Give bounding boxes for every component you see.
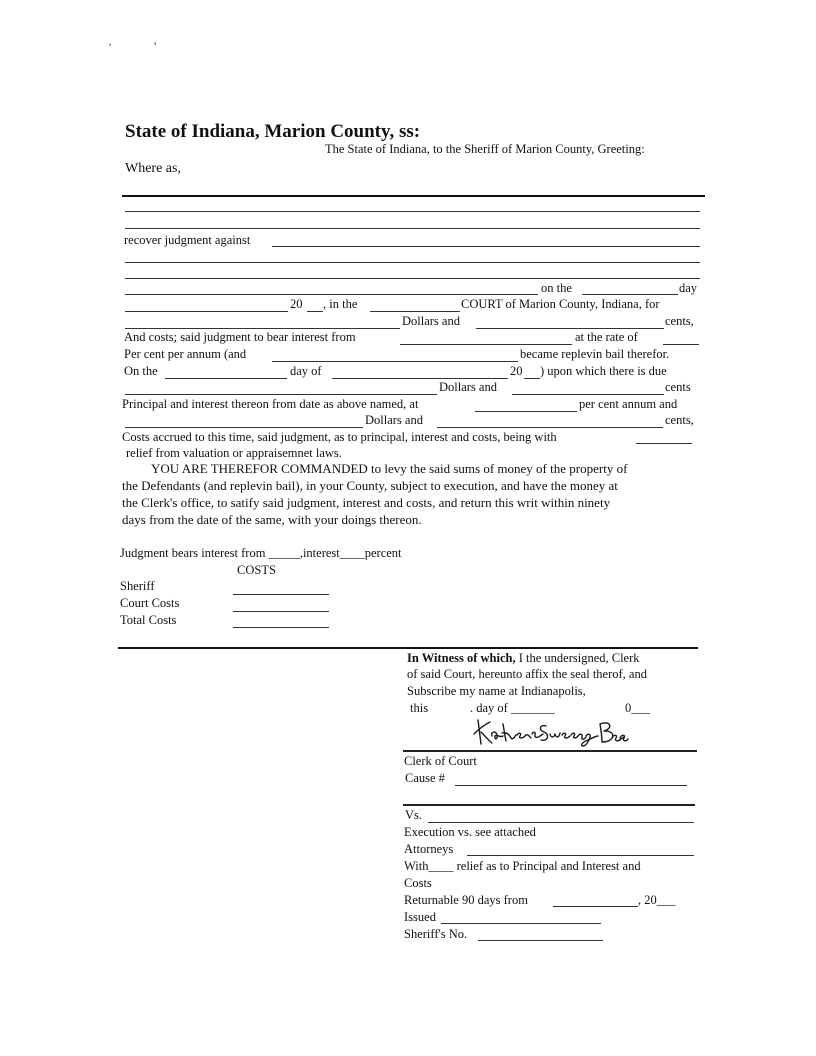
upon-due-label: ) upon which there is due [540, 364, 667, 378]
year-line[interactable] [307, 311, 323, 312]
month-line[interactable] [332, 378, 508, 379]
cents-line-1[interactable] [476, 328, 664, 329]
page-title: State of Indiana, Marion County, ss: [125, 121, 421, 142]
on-the-label-2: On the [124, 364, 158, 378]
returnable-label: Returnable 90 days from [404, 893, 528, 907]
dollars-and-label-3: Dollars and [365, 413, 423, 427]
year-prefix: 20 [290, 297, 303, 311]
whereas-line-3[interactable] [125, 228, 700, 229]
rate-line[interactable] [663, 344, 699, 345]
day-number-line[interactable] [582, 294, 678, 295]
with-relief-label: With____ relief as to Principal and Interest and [404, 859, 641, 873]
cents-label-2: cents [665, 380, 691, 394]
whereas-line-2[interactable] [125, 211, 700, 212]
per-cent-and-label: per cent annum and [579, 397, 678, 411]
commanded-line-1: YOU ARE THEREFOR COMMANDED to levy the said sums of money of the property of [151, 461, 628, 476]
attorneys-line[interactable] [467, 855, 694, 856]
on-the-label: on the [541, 281, 572, 295]
total-cost-label: Total Costs [120, 613, 177, 627]
recover-label: recover judgment against [124, 233, 251, 247]
on-the-day-line[interactable] [165, 378, 287, 379]
with-relief-line[interactable] [636, 443, 692, 444]
blank-line-b[interactable] [125, 278, 700, 279]
cents-line-2[interactable] [512, 394, 664, 395]
stray-tick: ' [154, 40, 157, 54]
dollars-line-2[interactable] [125, 394, 437, 395]
cents-label-3: cents, [665, 413, 694, 427]
day-label: day [679, 281, 698, 295]
day-of-witness: . day of _______ [470, 701, 555, 715]
returnable-line[interactable] [553, 906, 638, 907]
judgment-interest-line: Judgment bears interest from _____,interest____percent [120, 546, 402, 560]
sheriff-cost-label: Sheriff [120, 579, 155, 593]
day-of-label: day of [290, 364, 322, 378]
year-prefix-2: 20 [510, 364, 523, 378]
relief-label: relief from valuation or appraisemnet laws. [126, 446, 342, 460]
court-cost-line[interactable] [233, 611, 329, 612]
greeting: The State of Indiana, to the Sheriff of Marion County, Greeting: [325, 142, 645, 156]
issued-label: Issued [404, 910, 436, 924]
clerk-of-court-label: Clerk of Court [404, 754, 477, 768]
blank-line-a[interactable] [125, 262, 700, 263]
sheriffs-no-label: Sheriff's No. [404, 927, 468, 941]
replevin-label: became replevin bail therefor. [520, 347, 670, 361]
attorneys-label: Attorneys [404, 842, 454, 856]
vs-label: Vs. [405, 808, 423, 822]
witness-text-1: I the undersigned, Clerk [515, 651, 640, 665]
witness-line-2: of said Court, hereunto affix the seal therof, and [407, 667, 647, 681]
sheriff-cost-line[interactable] [233, 594, 329, 595]
year-witness: 0___ [625, 701, 650, 715]
in-the-label: , in the [323, 297, 358, 311]
court-name-line[interactable] [370, 311, 460, 312]
date-line[interactable] [125, 311, 288, 312]
per-annum-label: Per cent per annum (and [124, 347, 247, 361]
principal-label: Principal and interest thereon from date as above named, at [122, 397, 419, 411]
costs-heading: COSTS [237, 563, 276, 577]
costs-label: Costs [404, 876, 432, 890]
dollars-and-label-2: Dollars and [439, 380, 497, 394]
replevin-bail-line[interactable] [272, 361, 518, 362]
clerk-signature [470, 716, 630, 748]
costs-accrued-label: Costs accrued to this time, said judgment, as to principal, interest and costs, being with [122, 430, 557, 444]
docket-divider [403, 804, 695, 806]
dollars-and-label-1: Dollars and [402, 314, 460, 328]
court-cost-label: Court Costs [120, 596, 180, 610]
court-label: COURT of Marion County, Indiana, for [461, 297, 660, 311]
on-the-line-1[interactable] [125, 294, 538, 295]
total-cost-line[interactable] [233, 627, 329, 628]
dollars-line-3[interactable] [125, 427, 363, 428]
recover-line[interactable] [272, 246, 700, 247]
whereas-label: Where as, [125, 161, 181, 176]
cause-line[interactable] [455, 785, 687, 786]
witness-line-3: Subscribe my name at Indianapolis, [407, 684, 586, 698]
vs-line[interactable] [428, 822, 694, 823]
whereas-line-1[interactable] [122, 195, 705, 197]
execution-label: Execution vs. see attached [404, 825, 536, 839]
interest-from-label: And costs; said judgment to bear interest from [124, 330, 356, 344]
cents-line-3[interactable] [437, 427, 663, 428]
this-label: this [410, 701, 429, 715]
section-divider [118, 647, 698, 649]
dollars-line-1[interactable] [125, 328, 400, 329]
principal-rate-line[interactable] [475, 411, 577, 412]
commanded-line-2: the Defendants (and replevin bail), in your County, subject to execution, and have the money at [122, 478, 618, 493]
signature-line [403, 750, 697, 752]
returnable-year: , 20___ [638, 893, 676, 907]
rate-of-label: at the rate of [575, 330, 638, 344]
interest-from-line[interactable] [400, 344, 572, 345]
witness-line-1 [407, 651, 640, 665]
stray-dot: · [108, 38, 113, 52]
commanded-line-3: the Clerk's office, to satify said judgment, interest and costs, and return this writ within ninety [122, 495, 611, 510]
issued-line[interactable] [441, 923, 601, 924]
year-line-2[interactable] [524, 378, 540, 379]
witness-lead: In Witness of which, [407, 651, 516, 665]
cause-label: Cause # [405, 771, 445, 785]
commanded-line-4: days from the date of the same, with your doings thereon. [122, 512, 422, 527]
sheriffs-no-line[interactable] [478, 940, 603, 941]
cents-label-1: cents, [665, 314, 694, 328]
